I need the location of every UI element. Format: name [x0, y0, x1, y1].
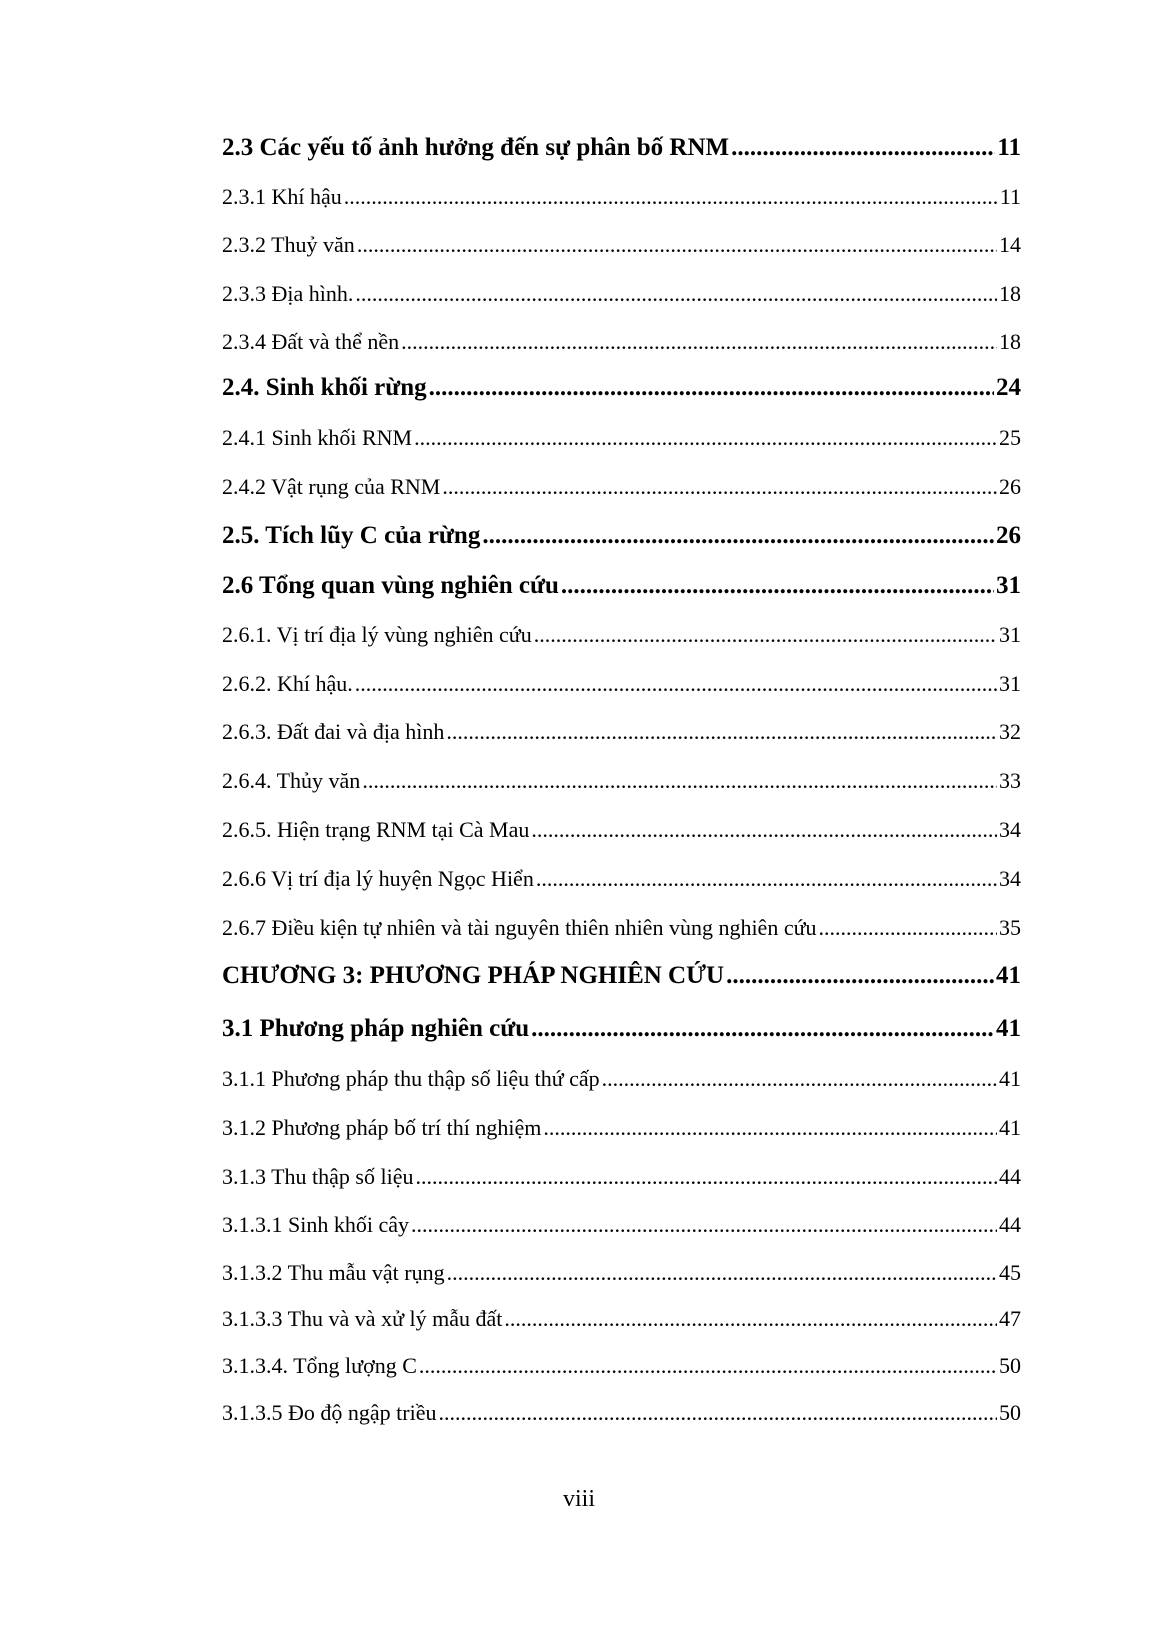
toc-entry-title: 2.6.5. Hiện trạng RNM tại Cà Mau	[222, 817, 530, 842]
toc-leader-dots	[536, 866, 997, 892]
toc-entry	[222, 425, 1021, 451]
toc-entry-page: 41	[999, 1115, 1021, 1140]
toc-leader-dots	[357, 232, 997, 258]
toc-entry-title: 3.1.2 Phương pháp bố trí thí nghiệm	[222, 1115, 542, 1140]
toc-entry	[222, 1164, 1021, 1190]
toc-entry	[222, 184, 1021, 210]
toc-entry-title: 3.1.3 Thu thập số liệu	[222, 1164, 414, 1189]
toc-entry-title: 2.6.2. Khí hậu.	[222, 671, 353, 696]
toc-entry-title: 3.1.3.3 Thu và và xử lý mẫu đất	[222, 1306, 503, 1331]
toc-leader-dots	[438, 1400, 997, 1426]
toc-entry-title: 2.4.2 Vật rụng của RNM	[222, 474, 441, 499]
toc-entry	[222, 962, 1021, 990]
toc-leader-dots	[355, 671, 997, 697]
toc-leader-dots	[543, 1115, 997, 1141]
toc-leader-dots	[446, 719, 997, 745]
toc-entry	[222, 134, 1021, 162]
toc-entry	[222, 817, 1021, 843]
toc-entry-page: 14	[999, 232, 1021, 257]
toc-entry	[222, 474, 1021, 500]
toc-entry-title: 2.3.4 Đất và thể nền	[222, 329, 400, 354]
toc-entry-page: 50	[999, 1353, 1021, 1378]
toc-entry-page: 31	[996, 572, 1021, 599]
toc-entry-title: 2.6.7 Điều kiện tự nhiên và tài nguyên thiên nhiên vùng nghiên cứu	[222, 915, 817, 940]
toc-entry-title: 2.6.4. Thủy văn	[222, 768, 361, 793]
toc-entry-page: 25	[999, 425, 1021, 450]
toc-entry	[222, 1212, 1021, 1238]
toc-entry	[222, 522, 1021, 550]
toc-entry-page: 26	[999, 474, 1021, 499]
toc-leader-dots	[442, 474, 997, 500]
toc-entry	[222, 1115, 1021, 1141]
toc-entry-page: 31	[999, 622, 1021, 647]
toc-entry-page: 18	[999, 281, 1021, 306]
toc-entry-title: 2.4.1 Sinh khối RNM	[222, 425, 413, 450]
toc-entry	[222, 1353, 1021, 1379]
toc-entry	[222, 1260, 1021, 1286]
toc-entry-title: 2.3.1 Khí hậu	[222, 184, 342, 209]
toc-leader-dots	[344, 184, 998, 210]
page-number: viii	[562, 1486, 595, 1512]
toc-entry-page: 11	[999, 184, 1021, 209]
toc-entry	[222, 572, 1021, 600]
toc-entry-page: 47	[999, 1306, 1021, 1331]
toc-entry-page: 41	[996, 962, 1021, 989]
toc-entry-page: 32	[999, 719, 1021, 744]
toc-entry	[222, 1066, 1021, 1092]
toc-entry-title: 2.3 Các yếu tố ảnh hưởng đến sự phân bố RNM	[222, 134, 730, 161]
toc-entry-page: 18	[999, 329, 1021, 354]
toc-entry	[222, 1306, 1021, 1332]
toc-entry-page: 45	[999, 1260, 1021, 1285]
toc-leader-dots	[414, 425, 997, 451]
toc-entry-page: 34	[999, 866, 1021, 891]
toc-leader-dots	[415, 1164, 997, 1190]
toc-entry-page: 50	[999, 1400, 1021, 1425]
toc-entry-page: 11	[997, 134, 1021, 161]
toc-entry-title: 2.6.1. Vị trí địa lý vùng nghiên cứu	[222, 622, 532, 647]
toc-entry-title: 2.6.6 Vị trí địa lý huyện Ngọc Hiển	[222, 866, 534, 891]
toc-leader-dots	[355, 281, 997, 307]
toc-leader-dots	[561, 572, 994, 600]
toc-entry-page: 41	[999, 1066, 1021, 1091]
toc-entry-page: 35	[999, 915, 1021, 940]
toc-entry-title: 3.1.3.1 Sinh khối cây	[222, 1212, 409, 1237]
toc-leader-dots	[726, 962, 994, 990]
toc-entry-title: 3.1.3.2 Thu mẫu vật rụng	[222, 1260, 445, 1285]
toc-entry	[222, 719, 1021, 745]
toc-entry-title: 3.1.3.5 Đo độ ngập triều	[222, 1400, 437, 1425]
toc-leader-dots	[447, 1260, 997, 1286]
toc-entry-page: 26	[996, 522, 1021, 549]
toc-entry-page: 34	[999, 817, 1021, 842]
toc-leader-dots	[504, 1306, 997, 1332]
toc-entry	[222, 866, 1021, 892]
toc-entry	[222, 622, 1021, 648]
toc-leader-dots	[534, 622, 997, 648]
toc-leader-dots	[819, 915, 997, 941]
toc-entry	[222, 768, 1021, 794]
toc-entry-title: 2.5. Tích lũy C của rừng	[222, 522, 481, 549]
toc-leader-dots	[531, 817, 997, 843]
toc-entry	[222, 915, 1021, 941]
toc-entry	[222, 671, 1021, 697]
toc-entry-title: 2.6.3. Đất đai và địa hình	[222, 719, 445, 744]
toc-entry-title: 3.1.3.4. Tổng lượng C	[222, 1353, 417, 1378]
toc-entry-title: 3.1 Phương pháp nghiên cứu	[222, 1015, 530, 1042]
toc-entry-title: 3.1.1 Phương pháp thu thập số liệu thứ cấp	[222, 1066, 600, 1091]
toc-entry-title: 2.4. Sinh khối rừng	[222, 374, 427, 401]
toc-entry-page: 33	[999, 768, 1021, 793]
toc-leader-dots	[482, 522, 994, 550]
toc-leader-dots	[429, 374, 994, 402]
toc-entry-title: 2.3.2 Thuỷ văn	[222, 232, 355, 257]
toc-entry	[222, 1400, 1021, 1426]
toc-entry-title: 2.3.3 Địa hình.	[222, 281, 354, 306]
toc-entry-title: CHƯƠNG 3: PHƯƠNG PHÁP NGHIÊN CỨU	[222, 962, 725, 989]
toc-entry	[222, 374, 1021, 402]
toc-entry	[222, 232, 1021, 258]
toc-entry-page: 44	[999, 1212, 1021, 1237]
toc-leader-dots	[602, 1066, 997, 1092]
toc-leader-dots	[419, 1353, 997, 1379]
toc-entry	[222, 1015, 1021, 1043]
toc-entry-page: 31	[999, 671, 1021, 696]
toc-leader-dots	[362, 768, 997, 794]
toc-leader-dots	[401, 329, 997, 355]
toc-entry	[222, 329, 1021, 355]
toc-leader-dots	[731, 134, 995, 162]
toc-entry-title: 2.6 Tổng quan vùng nghiên cứu	[222, 572, 559, 599]
toc-entry	[222, 281, 1021, 307]
toc-leader-dots	[531, 1015, 994, 1043]
toc-entry-page: 41	[996, 1015, 1021, 1042]
toc-leader-dots	[411, 1212, 997, 1238]
toc-entry-page: 24	[996, 374, 1021, 401]
toc-entry-page: 44	[999, 1164, 1021, 1189]
